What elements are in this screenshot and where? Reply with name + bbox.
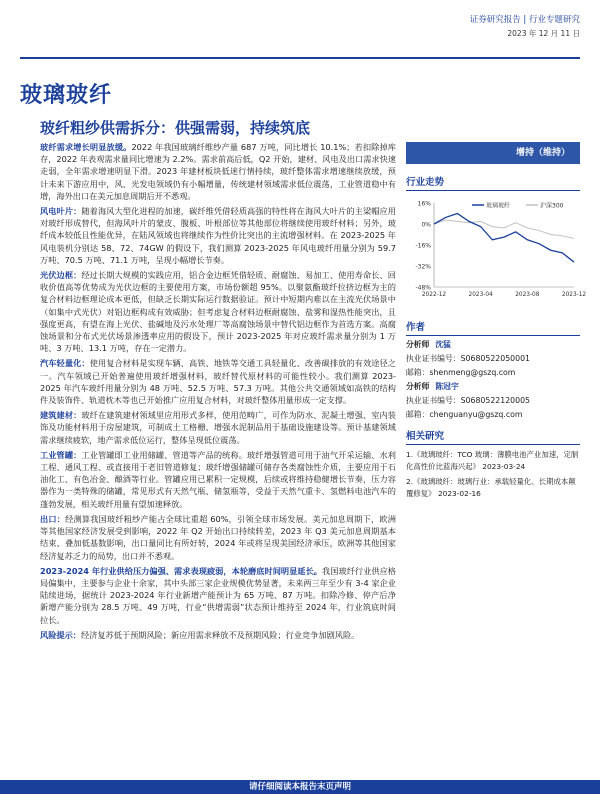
- related-date: 2023-03-24: [482, 461, 526, 471]
- y-tick-label: -32%: [415, 263, 431, 271]
- paragraph: [40, 141, 396, 202]
- trend-title: 行业走势: [406, 174, 580, 191]
- email-label: 邮箱：: [406, 410, 430, 419]
- author-name: 沈猛: [435, 340, 451, 349]
- cert-number: S0680522120005: [460, 396, 531, 405]
- paragraph-text: 经过长期大规模的实践应用，铝合金边框凭借轻质、耐腐蚀、易加工、使用寿命长、回收价值高等优势成为光伏边框的主要使用方案，市场份额超 95%。以聚氨酯玻纤拉挤边框为主的复合材料边框理论成本更低，但缺乏长期实际运行数据验证。预计中短期内难以在主流光伏场景中（如集中式光伏）对铝边框构成有效威胁；但考虑复合材料边框耐腐蚀、盐雾和湿热性能突出，且强度更高，有望在海上光伏、盐碱地及污水处理厂等高腐蚀场景中替代铝边框作为首选方案。高腐蚀场景和分布式光伏场景渗透率应用的假设下，预计 2023-2025 年对应玻纤需求量分别为 1 万吨、3 万吨、13.1 万吨，存在一定潜力。: [40, 270, 396, 354]
- cert-label: 执业证书编号：: [406, 354, 461, 363]
- x-tick-label: 2023-04: [468, 292, 493, 298]
- paragraph-text: 随着海风大型化进程的加速，碳纤维凭借轻质高强的特性将在海风大叶片的主梁帽应用对玻纤形成替代，但海风叶片的蒙皮、腹板、叶根部位等其他部位将继续使用玻纤材料；另外，玻纤成本较低且性能优异，在陆风领域也将继续作为性价比突出的主流增强材料。在 2023-2025 年风电装机分别达 58、72、74GW 的假设下，我们测算 2023-2025 年风电玻纤用量分别为 59.7 万吨、70.5 万吨、71.1 万吨，呈现小幅增长节奏。: [40, 206, 396, 265]
- author-title: 作者: [406, 319, 580, 336]
- paragraph-text: 使用复合材料是实现车辆、高铁、地铁等交通工具轻量化、改善碳排放的有效途径之一。汽车领域已开始普遍使用玻纤增强材料，玻纤替代原材料的可能性较小。我们测算 2023-2025 年汽车玻纤用量分别为 48 万吨、52.5 万吨、57.3 万吨。其他公共交通领域如高铁的结构件及装饰件、轨道枕木等也已开始推广应用复合材料，对玻纤整体用量形成一定支撑。: [40, 358, 396, 406]
- email-label: 邮箱：: [406, 368, 430, 377]
- cert-number: S0680522050001: [460, 354, 531, 363]
- email-link[interactable]: chenguanyu@gszq.com: [429, 410, 523, 419]
- trend-chart: [406, 195, 587, 305]
- paragraph: [40, 409, 396, 446]
- legend-label: 沪深300: [540, 202, 564, 210]
- email-link[interactable]: shenmeng@gszq.com: [429, 368, 516, 377]
- report-header: [470, 13, 580, 41]
- footer: 请仔细阅读本报告末页声明: [0, 780, 600, 794]
- paragraph-lead: 出口：: [40, 513, 66, 524]
- y-tick-label: -48%: [415, 284, 431, 292]
- related-list: [406, 449, 580, 499]
- x-tick-label: 2022-12: [421, 292, 447, 298]
- author-name: 陈冠宇: [435, 382, 459, 391]
- paragraph: [40, 269, 396, 354]
- paragraph: [40, 513, 396, 562]
- report-headline: 玻纤粗纱供需拆分：供强需弱，持续筑底: [40, 119, 311, 137]
- related-title: 相关研究: [406, 428, 580, 445]
- author-role: 分析师: [406, 382, 430, 391]
- cert-label: 执业证书编号：: [406, 396, 461, 405]
- y-tick-label: 0%: [421, 221, 431, 229]
- paragraph-text: 经测算我国玻纤粗纱产能占全球比重超 60%，引领全球市场发展。美元加息周期下，欧洲等其他国家经济发展受到影响，2022 年 Q2 开始出口持续转差，2023 年 Q3 美元加息周期基本结束、叠加低基数影响，出口量同比有所好转，2024 年或将呈现美国经济承压，欧洲等其他国家经济复苏乏力的局势，出口并不悉观。: [40, 513, 396, 561]
- header-divider: [20, 57, 580, 59]
- page-title: 玻璃玻纤: [20, 83, 113, 108]
- paragraph-lead: 建筑建材：: [40, 410, 82, 421]
- author-card: [406, 381, 580, 420]
- paragraph-lead: 玻纤需求增长明显放缓。: [40, 142, 132, 152]
- paragraph-lead: 汽车轻量化：: [40, 358, 90, 369]
- paragraph: [40, 357, 396, 406]
- paragraph-text: 玻纤在建筑建材领域里应用形式多样，使用范畴广，可作为防水、泥凝土增强、室内装饰及功能材料用于房屋建筑，可制成土工格栅、增强水泥制品用于基础设施建设等。预计基建领域需求继续疲软，地产需求低位运行，整体呈现低位震荡。: [40, 410, 396, 445]
- rating-badge: 增持（维持）: [406, 142, 580, 164]
- related-text: 2.《玻璃玻纤：玻璃行业：承载轻量化、长期成本颠覆修复》: [406, 477, 576, 498]
- related-text: 1.《玻璃玻纤：TCO 玻璃：薄膜电池产业加速，定制化高性价比蓝海兴起》: [406, 450, 579, 471]
- paragraph-text: 2022 年我国玻璃纤维纱产量 687 万吨，同比增长 10.1%；若扣除掉库存，2022 年表观需求量同比增速为 2.2%。需求前高后低，Q2 开始，建材、风电及出口需求快速走弱，全年需求增速明显下滑。2023 年建材板块低迷行情持续，玻纤整体需求增速继续放缓，预计未来下游应用中，风、光发电领域仍有小幅增量，传统建材领域需求低位震荡，工业管道稳中有增，海外出口在美元加息周期后开不悉观。: [40, 142, 396, 201]
- report-date: 2023 年 12 月 11 日: [507, 29, 580, 38]
- y-tick-label: 16%: [417, 200, 431, 208]
- author-role: 分析师: [406, 340, 430, 349]
- related-date: 2023-02-16: [437, 488, 481, 498]
- paragraph-text: 工业管罐即工业用储罐、管道等产品的统称。玻纤增强管道可用于油气开采运输、水利工程、通风工程、或直接用于老旧管道修复；玻纤增强储罐可储存各类腐蚀性介质，主要应用于石油化工、有色冶金、酿酒等行业。管罐应用已累积一定规模，后续或将维持稳健增长节奏，压力容器作为一类特殊的储罐，常见形式有天然气瓶、储氢瓶等，受益于天然气重卡、氢燃料电池汽车的蓬勃发展，相关玻纤用量有望加速释放。: [40, 449, 396, 509]
- paragraph: [40, 629, 396, 641]
- trend-chart-svg: [406, 195, 587, 305]
- paragraph-lead: 风电叶片：: [40, 206, 82, 217]
- paragraph-lead: 2023-2024 年行业供给压力偏强、需求表现疲弱，本轮磨底时间明显延长。: [40, 565, 323, 576]
- paragraph-lead: 风险提示：: [40, 629, 81, 640]
- x-tick-label: 2023-12: [561, 292, 587, 298]
- x-tick-label: 2023-08: [515, 292, 540, 298]
- y-tick-label: -16%: [415, 242, 431, 250]
- author-card: [406, 339, 580, 378]
- paragraph: [40, 565, 396, 626]
- sidebar: [406, 142, 587, 503]
- paragraph-lead: 工业管罐：: [40, 449, 82, 460]
- related-item[interactable]: [406, 449, 580, 472]
- main-content: [40, 141, 396, 644]
- related-item[interactable]: [406, 476, 580, 499]
- paragraph-lead: 光伏边框：: [40, 270, 82, 281]
- paragraph: [40, 449, 396, 510]
- paragraph-text: 我国玻纤行业供应格局偏集中，主要参与企业十余家，其中头部三家企业规模优势显著，未来两三年至少有 3-4 家企业陆续进场，据统计 2023-2024 年行业新增产能预计为 65 万吨、87 万吨。扣除冷修、停产后净新增产能分别为 28.5 万吨、49 万吨，行业“供增需弱”状态预计维持至 2024 年，行业筑底时间拉长。: [40, 565, 396, 625]
- paragraph: [40, 205, 396, 266]
- author-list: [406, 339, 580, 420]
- paragraph-text: 经济复苏低于预期风险；新应用需求释放不及预期风险；行业竞争加剧风险。: [80, 629, 360, 640]
- series-line: [434, 220, 574, 238]
- legend-label: 玻璃玻纤: [486, 202, 511, 210]
- report-type: 证券研究报告 | 行业专题研究: [469, 15, 580, 25]
